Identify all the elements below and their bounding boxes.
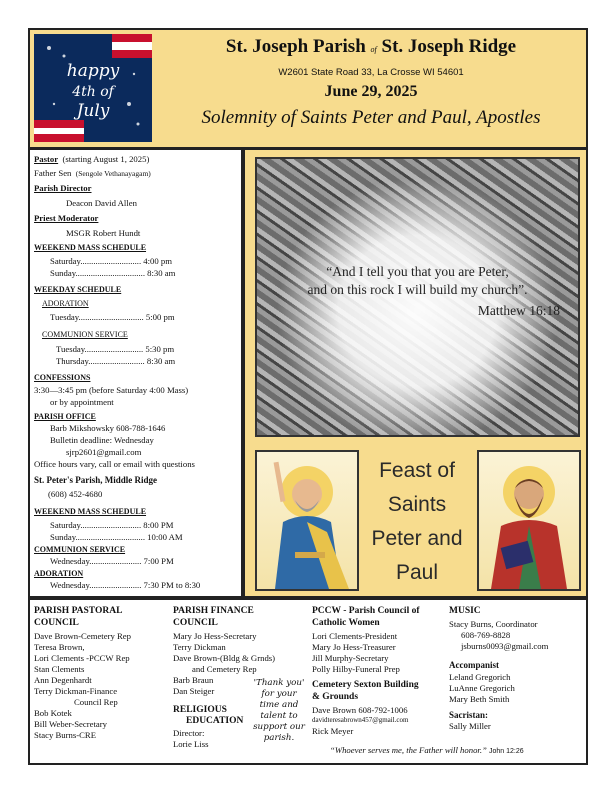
pfc-member: Mary Jo Hess-Secretary: [173, 631, 257, 641]
accompanist-label: Accompanist: [449, 660, 499, 670]
ppc-member: Bob Kotek: [34, 708, 72, 718]
logo-text-2: 4th of: [72, 84, 114, 100]
pccw-member: Jill Murphy-Secretary: [312, 653, 389, 663]
adoration-label: ADORATION: [42, 299, 89, 308]
moderator-label: Priest Moderator: [34, 213, 99, 223]
ppc-member: Teresa Brown,: [34, 642, 85, 652]
office-hours: Office hours vary, call or email with questions: [34, 459, 195, 469]
parish-name: St. Joseph Parish: [225, 36, 366, 57]
ppc-label-2: COUNCIL: [34, 618, 79, 628]
office-email: sjrp2601@gmail.com: [66, 447, 142, 457]
sexton-contact-2: Rick Meyer: [312, 726, 354, 736]
re-label-2: EDUCATION: [186, 716, 244, 726]
pfc-member: Terry Dickman: [173, 642, 226, 652]
ppc-member: Bill Weber-Secretary: [34, 719, 108, 729]
logo-text-1: happy: [66, 61, 120, 81]
parish-title: [158, 36, 584, 58]
parish-place: St. Joseph Ridge: [381, 36, 517, 57]
re-director-label: Director:: [173, 728, 205, 738]
of-word: of: [370, 45, 377, 54]
sp-sunday: Sunday................................ 10:00 AM: [50, 532, 183, 542]
music-email: jsburns0093@gmail.com: [461, 641, 549, 651]
confessions-time: 3:30—3:45 pm (before Saturday 4:00 Mass): [34, 385, 189, 395]
communion-thursday: Thursday.......................... 8:30 am: [56, 356, 176, 366]
confessions-appointment: or by appointment: [50, 397, 114, 407]
feature-column: [243, 148, 588, 598]
communion-label: COMMUNION SERVICE: [42, 330, 128, 339]
quote-line-2: and on this rock I will build my church”.: [307, 282, 528, 297]
pfc-label-2: COUNCIL: [173, 618, 218, 628]
saint-paul-icon: [477, 450, 581, 591]
sp-saturday: Saturday............................ 8:00 PM: [50, 520, 174, 530]
bulletin-header: [28, 28, 588, 149]
logo-text-3: July: [76, 101, 110, 121]
pccw-label-1: PCCW - Parish Council of: [312, 606, 420, 616]
bulletin-date: June 29, 2025: [324, 83, 418, 100]
music-coordinator: Stacy Burns, Coordinator: [449, 619, 538, 629]
feast-line-1: Feast of: [379, 459, 455, 482]
thank-line: parish.: [263, 733, 295, 743]
ppc-member: Terry Dickman-Finance: [34, 686, 118, 696]
sexton-label-2: & Grounds: [312, 692, 359, 702]
director-label: Parish Director: [34, 183, 92, 193]
weekday-label: WEEKDAY SCHEDULE: [34, 285, 122, 294]
st-peter-parish-label: St. Peter's Parish, Middle Ridge: [34, 475, 157, 485]
accompanist: LuAnne Gregorich: [449, 683, 515, 693]
sp-communion-wednesday: Wednesday........................ 7:00 PM: [50, 556, 174, 566]
pastor-name: Father Sen: [34, 168, 72, 178]
rock-quote-image: [255, 157, 580, 437]
office-label: PARISH OFFICE: [34, 412, 96, 421]
director-name: Deacon David Allen: [66, 198, 137, 208]
pccw-member: Lori Clements-President: [312, 631, 398, 641]
re-label-1: RELIGIOUS: [173, 705, 227, 715]
pccw-member: Mary Jo Hess-Treasurer: [312, 642, 396, 652]
music-phone: 608-769-8828: [461, 630, 511, 640]
pccw-member: Polly Hilby-Funeral Prep: [312, 664, 400, 674]
saint-peter-icon: [255, 450, 359, 591]
moderator-name: MSGR Robert Hundt: [66, 228, 141, 238]
parish-info-column: [28, 148, 243, 598]
scripture-quote: [257, 263, 578, 299]
thank-line: talent to: [260, 711, 298, 721]
pastor-label: Pastor: [34, 154, 59, 164]
verse-text: “Whoever serves me, the Father will honor.”: [330, 745, 487, 755]
thank-line: time and: [259, 700, 299, 710]
office-contact: Barb Mikshowsky 608-788-1646: [50, 423, 166, 433]
music-label: MUSIC: [449, 606, 481, 616]
sexton-email: davidteresabrown457@gmail.com: [312, 716, 409, 724]
pfc-member: Dan Steiger: [173, 686, 215, 696]
feast-heading: [359, 454, 475, 590]
pfc-member: Dave Brown-(Bldg & Grnds): [173, 653, 276, 663]
re-director-name: Lorie Liss: [173, 739, 209, 749]
ppc-member: Ann Degenhardt: [34, 675, 92, 685]
quote-reference: Matthew 16:18: [477, 303, 560, 318]
ppc-member: Dave Brown-Cemetery Rep: [34, 631, 131, 641]
sexton-label-1: Cemetery Sexton Building: [312, 680, 419, 690]
ppc-member: Council Rep: [74, 697, 118, 707]
sacristan-label: Sacristan:: [449, 710, 488, 720]
flag-graphic: [34, 34, 152, 142]
closing-verse: [330, 745, 524, 755]
parish-address: W2601 State Road 33, La Crosse WI 54601: [278, 67, 464, 78]
communion-tuesday: Tuesday........................... 5:30 pm: [56, 344, 175, 354]
ppc-member: Stacy Burns-CRE: [34, 730, 97, 740]
weekend-saturday: Saturday............................ 4:00 pm: [50, 256, 173, 266]
pastor-full-name: (Sengole Vethanayagam): [75, 169, 151, 178]
ppc-label-1: PARISH PASTORAL: [34, 606, 123, 616]
weekend-mass-label: WEEKEND MASS SCHEDULE: [34, 243, 147, 252]
sp-adoration-label: ADORATION: [34, 569, 84, 578]
sp-weekend-label: WEEKEND MASS SCHEDULE: [34, 507, 147, 516]
pccw-label-2: Catholic Women: [312, 618, 380, 628]
adoration-tuesday: Tuesday.............................. 5:00 pm: [50, 312, 175, 322]
pfc-member: and Cemetery Rep: [192, 664, 257, 674]
pfc-member: Barb Braun: [173, 675, 214, 685]
pfc-label-1: PARISH FINANCE: [173, 606, 254, 616]
sexton-contact: Dave Brown 608-792-1006: [312, 705, 408, 715]
feast-line-2: Saints: [387, 493, 447, 516]
accompanist: Mary Beth Smith: [449, 694, 510, 704]
bulletin-deadline: Bulletin deadline: Wednesday: [50, 435, 154, 445]
thank-line: 'Thank you': [253, 678, 305, 688]
ppc-member: Lori Clements -PCCW Rep: [34, 653, 130, 663]
feast-line-3: Peter and: [371, 527, 463, 550]
weekend-sunday: Sunday................................ 8:30 am: [50, 268, 176, 278]
confessions-label: CONFESSIONS: [34, 373, 91, 382]
councils-section: [28, 598, 588, 765]
ppc-member: Stan Clements: [34, 664, 85, 674]
pastor-note: (starting August 1, 2025): [62, 154, 150, 164]
verse-reference: John 12:26: [489, 748, 524, 755]
thank-you-note: [250, 678, 308, 744]
accompanist: Leland Gregorich: [449, 672, 511, 682]
quote-line-1: “And I tell you that you are Peter,: [326, 264, 509, 279]
feast-line-4: Paul: [395, 561, 439, 584]
fourth-of-july-logo: [34, 34, 152, 142]
thank-line: support our: [253, 722, 305, 732]
thank-line: for your: [261, 689, 297, 699]
feast-title: Solemnity of Saints Peter and Paul, Apostles: [201, 107, 541, 128]
sp-adoration-wednesday: Wednesday........................ 7:30 PM to 8:30: [50, 580, 201, 590]
st-peter-phone: (608) 452-4680: [48, 489, 103, 499]
sp-communion-label: COMMUNION SERVICE: [34, 545, 126, 554]
sacristan-name: Sally Miller: [449, 721, 491, 731]
